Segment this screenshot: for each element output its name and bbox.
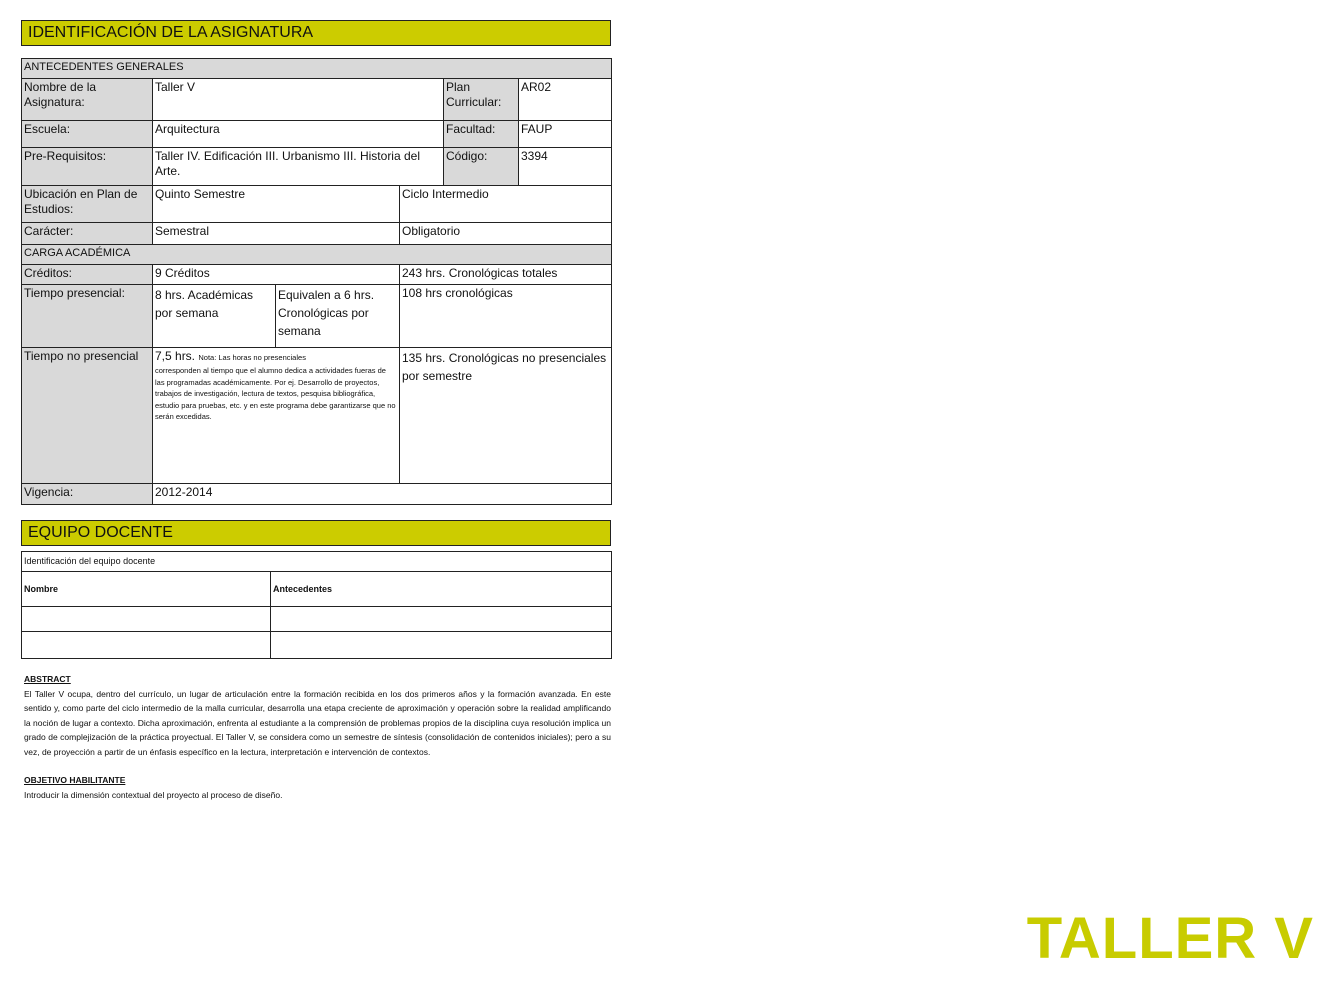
- tiempo-presencial-value: 8 hrs. Académicas por semana: [153, 285, 276, 348]
- objetivo-body: Introducir la dimensión contextual del proyecto al proceso de diseño.: [24, 789, 283, 800]
- identificacion-header: IDENTIFICACIÓN DE LA ASIGNATURA: [21, 20, 611, 46]
- nota-heading: Nota: Las horas no presenciales: [198, 353, 306, 362]
- creditos-label: Créditos:: [22, 265, 153, 285]
- tiempo-presencial-equiv: Equivalen a 6 hrs. Cronológicas por semana: [276, 285, 400, 348]
- tiempo-no-presencial-label: Tiempo no presencial: [22, 348, 153, 484]
- caracter-label: Carácter:: [22, 223, 153, 245]
- prerequisitos-value: Taller IV. Edificación III. Urbanismo III. Historia del Arte.: [153, 148, 444, 186]
- tiempo-no-presencial-cell: [153, 348, 400, 484]
- vigencia-value: 2012-2014: [153, 484, 612, 505]
- plan-value: AR02: [519, 79, 612, 121]
- codigo-label: Código:: [444, 148, 519, 186]
- identificacion-table: [21, 58, 612, 505]
- abstract-section: [24, 672, 611, 802]
- table-cell: [271, 607, 612, 632]
- ciclo-value: Ciclo Intermedio: [400, 186, 612, 223]
- abstract-body: El Taller V ocupa, dentro del currículo, un lugar de articulación entre la formación recibida en los dos primeros años y la formación avanzada. En este sentido y, como parte del ciclo intermedio de la malla curricular, desarrolla una etapa creciente de aproximación y operación sobre la realidad amplificando la noción de lugar a contexto. Dicha aproximación, enfrenta al estudiante a la comprensión de problemas propios de la disciplina cuya resolución implica un grado de complejización de la práctica proyectual. El Taller V, se considera como un semestre de síntesis (consolidación de contenidos iniciales); pero a su vez, de proyección a partir de un énfasis específico en la lectura, interpretación e intervención de contextos.: [24, 688, 611, 757]
- caracter-value: Semestral: [153, 223, 400, 245]
- nota-body: corresponden al tiempo que el alumno dedica a actividades fueras de las programadas académicamente. Por ej. Desarrollo de proyectos, trabajos de investigación, lectura de textos, pesquisa bibliográfica, estudio para pruebas, etc. y en este programa debe garantizarse que no serán excedidas.: [155, 366, 396, 421]
- carga-academica-heading: CARGA ACADÉMICA: [22, 245, 612, 265]
- objetivo-title: OBJETIVO HABILITANTE: [24, 775, 126, 785]
- table-cell: [22, 632, 271, 659]
- antecedentes-generales-heading: ANTECEDENTES GENERALES: [22, 59, 612, 79]
- vigencia-label: Vigencia:: [22, 484, 153, 505]
- column-header-antecedentes: Antecedentes: [271, 572, 612, 607]
- ubicacion-value: Quinto Semestre: [153, 186, 400, 223]
- tiempo-presencial-crono: 108 hrs cronológicas: [400, 285, 612, 348]
- escuela-label: Escuela:: [22, 121, 153, 148]
- facultad-label: Facultad:: [444, 121, 519, 148]
- abstract-title: ABSTRACT: [24, 674, 71, 684]
- ubicacion-label: Ubicación en Plan de Estudios:: [22, 186, 153, 223]
- prerequisitos-label: Pre-Requisitos:: [22, 148, 153, 186]
- tiempo-no-presencial-crono: 135 hrs. Cronológicas no presenciales por semestre: [400, 348, 612, 484]
- table-cell: [22, 607, 271, 632]
- codigo-value: 3394: [519, 148, 612, 186]
- nombre-value: Taller V: [153, 79, 444, 121]
- column-header-nombre: Nombre: [22, 572, 271, 607]
- equipo-docente-header: EQUIPO DOCENTE: [21, 520, 611, 546]
- equipo-docente-table: [21, 551, 612, 659]
- creditos-total: 243 hrs. Cronológicas totales: [400, 265, 612, 285]
- obligatorio-value: Obligatorio: [400, 223, 612, 245]
- course-title: TALLER V: [1026, 906, 1314, 971]
- nombre-label: Nombre de la Asignatura:: [22, 79, 153, 121]
- table-cell: [271, 632, 612, 659]
- identificacion-equipo-heading: Identificación del equipo docente: [22, 552, 612, 572]
- escuela-value: Arquitectura: [153, 121, 444, 148]
- creditos-value: 9 Créditos: [153, 265, 400, 285]
- facultad-value: FAUP: [519, 121, 612, 148]
- tiempo-presencial-label: Tiempo presencial:: [22, 285, 153, 348]
- tiempo-no-presencial-value: 7,5 hrs.: [155, 349, 196, 363]
- plan-label: Plan Curricular:: [444, 79, 519, 121]
